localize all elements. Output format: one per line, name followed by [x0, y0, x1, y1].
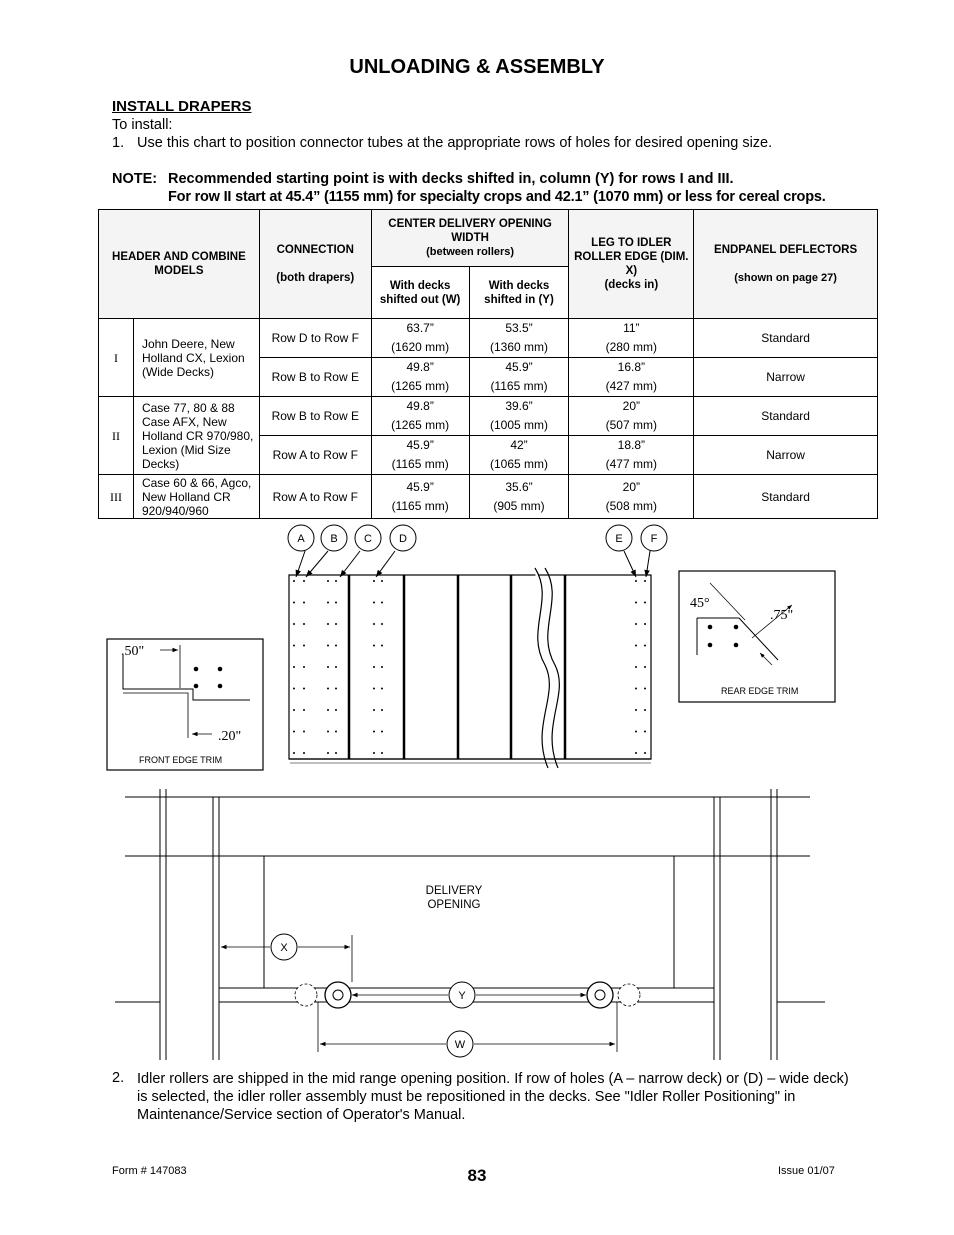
svg-text:D: D: [399, 533, 407, 545]
hole: [303, 688, 305, 690]
hole: [373, 752, 375, 754]
svg-text:A: A: [297, 533, 305, 545]
w-cell: 45.9” (1165 mm): [371, 436, 469, 475]
hole: [327, 623, 329, 625]
hole: [335, 666, 337, 668]
svg-text:.20": .20": [218, 729, 242, 744]
hole: [373, 623, 375, 625]
row-label-f: [641, 525, 667, 577]
note-label: NOTE:: [112, 171, 158, 187]
hole: [381, 709, 383, 711]
header-decks-out: With decks shifted out (W): [371, 267, 469, 319]
hole: [381, 623, 383, 625]
hole: [373, 602, 375, 604]
hole: [635, 580, 637, 582]
header-connection: CONNECTION (both drapers): [259, 210, 371, 319]
hole: [327, 752, 329, 754]
hole: [635, 709, 637, 711]
hole: [381, 752, 383, 754]
y-cell: 53.5” (1360 mm): [469, 319, 569, 358]
connection-cell: Row A to Row F: [259, 436, 371, 475]
w-cell: 49.8” (1265 mm): [371, 397, 469, 436]
svg-text:FRONT EDGE TRIM: FRONT EDGE TRIM: [139, 755, 223, 765]
group-models: Case 60 & 66, Agco, New Holland CR 920/940/960: [133, 475, 259, 519]
page-number: 83: [467, 1166, 487, 1185]
hole: [635, 666, 637, 668]
group-roman: II: [99, 397, 134, 475]
connection-cell: Row A to Row F: [259, 475, 371, 519]
hole: [335, 645, 337, 647]
hole: [327, 731, 329, 733]
hole: [327, 602, 329, 604]
svg-text:E: E: [615, 533, 623, 545]
hole: [335, 623, 337, 625]
connection-cell: Row B to Row E: [259, 358, 371, 397]
hole: [303, 731, 305, 733]
rear-edge-trim-inset: [679, 571, 835, 702]
idler-roller-left: [295, 982, 351, 1008]
hole-rows: [293, 580, 646, 754]
header-models: HEADER AND COMBINE MODELS: [99, 210, 260, 319]
hole: [381, 602, 383, 604]
hole: [335, 602, 337, 604]
x-cell: 20” (508 mm): [569, 475, 694, 519]
row-label-e: [606, 525, 636, 577]
hole: [373, 645, 375, 647]
section-title: INSTALL DRAPERS: [112, 98, 252, 115]
y-cell: 45.9” (1165 mm): [469, 358, 569, 397]
hole: [293, 645, 295, 647]
svg-text:45°: 45°: [690, 596, 710, 611]
group-roman: I: [99, 319, 134, 397]
hole: [335, 580, 337, 582]
hole: [293, 752, 295, 754]
deflector-cell: Narrow: [694, 436, 878, 475]
group-roman: III: [99, 475, 134, 519]
x-cell: 18.8” (477 mm): [569, 436, 694, 475]
hole: [644, 602, 646, 604]
hole: [635, 645, 637, 647]
group-models: John Deere, New Holland CX, Lexion (Wide Decks): [133, 319, 259, 397]
hole: [644, 731, 646, 733]
svg-text:C: C: [364, 533, 372, 545]
hole: [293, 602, 295, 604]
w-cell: 45.9” (1165 mm): [371, 475, 469, 519]
note-line-1: Recommended starting point is with decks shifted in, column (Y) for rows I and III.: [168, 171, 734, 187]
hole: [644, 623, 646, 625]
hole: [373, 731, 375, 733]
hole: [644, 688, 646, 690]
hole: [635, 602, 637, 604]
svg-text:Y: Y: [458, 990, 466, 1002]
deflector-cell: Standard: [694, 319, 878, 358]
group-models: Case 77, 80 & 88 Case AFX, New Holland CR 970/980, Lexion (Mid Size Decks): [133, 397, 259, 475]
deflector-cell: Narrow: [694, 358, 878, 397]
hole: [293, 688, 295, 690]
hole: [303, 666, 305, 668]
hole: [293, 666, 295, 668]
hole: [303, 602, 305, 604]
footer-form-number: Form # 147083: [112, 1165, 187, 1177]
step-2-text: Idler rollers are shipped in the mid range opening position. If row of holes (A – narrow deck) or (D) – wide deck) is selected, the idler roller assembly must be repositioned in the decks. See "Idler Roller Positioning" in Maintenance/Service section of Operator's Manual.: [137, 1071, 849, 1123]
hole: [373, 580, 375, 582]
hole: [373, 709, 375, 711]
hole: [335, 709, 337, 711]
hole: [644, 666, 646, 668]
hole: [327, 580, 329, 582]
hole: [303, 709, 305, 711]
y-cell: 39.6” (1005 mm): [469, 397, 569, 436]
draper-panel: [289, 568, 651, 768]
svg-text:.50": .50": [121, 644, 145, 659]
header-opening-width: CENTER DELIVERY OPENING WIDTH (between rollers): [371, 210, 569, 267]
hole: [293, 731, 295, 733]
svg-text:B: B: [330, 533, 338, 545]
y-cell: 42” (1065 mm): [469, 436, 569, 475]
footer-issue: Issue 01/07: [778, 1165, 835, 1177]
hole: [644, 752, 646, 754]
hole: [635, 623, 637, 625]
hole: [335, 752, 337, 754]
svg-text:X: X: [280, 942, 288, 954]
delivery-opening-label-2: OPENING: [427, 899, 481, 911]
hole: [303, 580, 305, 582]
w-cell: 63.7” (1620 mm): [371, 319, 469, 358]
svg-text:REAR EDGE TRIM: REAR EDGE TRIM: [721, 686, 799, 696]
svg-text:.75": .75": [770, 608, 794, 623]
header-decks-in: With decks shifted in (Y): [469, 267, 569, 319]
front-edge-trim-inset: [107, 639, 263, 770]
hole: [327, 688, 329, 690]
hole: [644, 580, 646, 582]
hole: [293, 623, 295, 625]
intro-text: To install:: [112, 117, 173, 133]
x-cell: 16.8” (427 mm): [569, 358, 694, 397]
hole: [635, 731, 637, 733]
dimension-w: [318, 1002, 617, 1057]
note-line-2: For row II start at 45.4” (1155 mm) for specialty crops and 42.1” (1070 mm) or less for cereal crops.: [168, 189, 826, 205]
step-1-text: Use this chart to position connector tubes at the appropriate rows of holes for desired opening size.: [137, 135, 773, 151]
hole: [303, 645, 305, 647]
x-cell: 11” (280 mm): [569, 319, 694, 358]
hole: [381, 688, 383, 690]
header-leg-to-idler: LEG TO IDLER ROLLER EDGE (DIM. X) (decks in): [569, 210, 694, 319]
hole: [373, 666, 375, 668]
step-1-number: 1.: [112, 135, 125, 151]
deflector-cell: Standard: [694, 397, 878, 436]
delivery-frame: [115, 789, 825, 1060]
hole: [381, 645, 383, 647]
dimension-y: [352, 982, 586, 1008]
hole: [381, 580, 383, 582]
header-endpanel: ENDPANEL DEFLECTORS (shown on page 27): [694, 210, 878, 319]
hole: [327, 666, 329, 668]
hole: [373, 688, 375, 690]
connection-cell: Row B to Row E: [259, 397, 371, 436]
idler-roller-right: [587, 982, 640, 1008]
hole: [635, 752, 637, 754]
step-2-number: 2.: [112, 1070, 125, 1086]
row-label-a: [288, 525, 314, 577]
page-title: UNLOADING & ASSEMBLY: [349, 56, 605, 78]
hole: [303, 623, 305, 625]
hole: [381, 666, 383, 668]
hole: [644, 709, 646, 711]
hole: [335, 688, 337, 690]
hole: [335, 731, 337, 733]
hole: [327, 645, 329, 647]
delivery-opening-label: DELIVERY: [425, 885, 483, 897]
deflector-cell: Standard: [694, 475, 878, 519]
hole: [293, 580, 295, 582]
connection-cell: Row D to Row F: [259, 319, 371, 358]
w-cell: 49.8” (1265 mm): [371, 358, 469, 397]
svg-text:W: W: [454, 1039, 466, 1051]
row-label-d: [376, 525, 416, 577]
x-cell: 20” (507 mm): [569, 397, 694, 436]
hole: [381, 731, 383, 733]
y-cell: 35.6” (905 mm): [469, 475, 569, 519]
hole: [327, 709, 329, 711]
hole: [635, 688, 637, 690]
hole: [303, 752, 305, 754]
svg-text:F: F: [650, 533, 658, 545]
dimension-x: [221, 934, 352, 982]
hole: [644, 645, 646, 647]
hole: [293, 709, 295, 711]
